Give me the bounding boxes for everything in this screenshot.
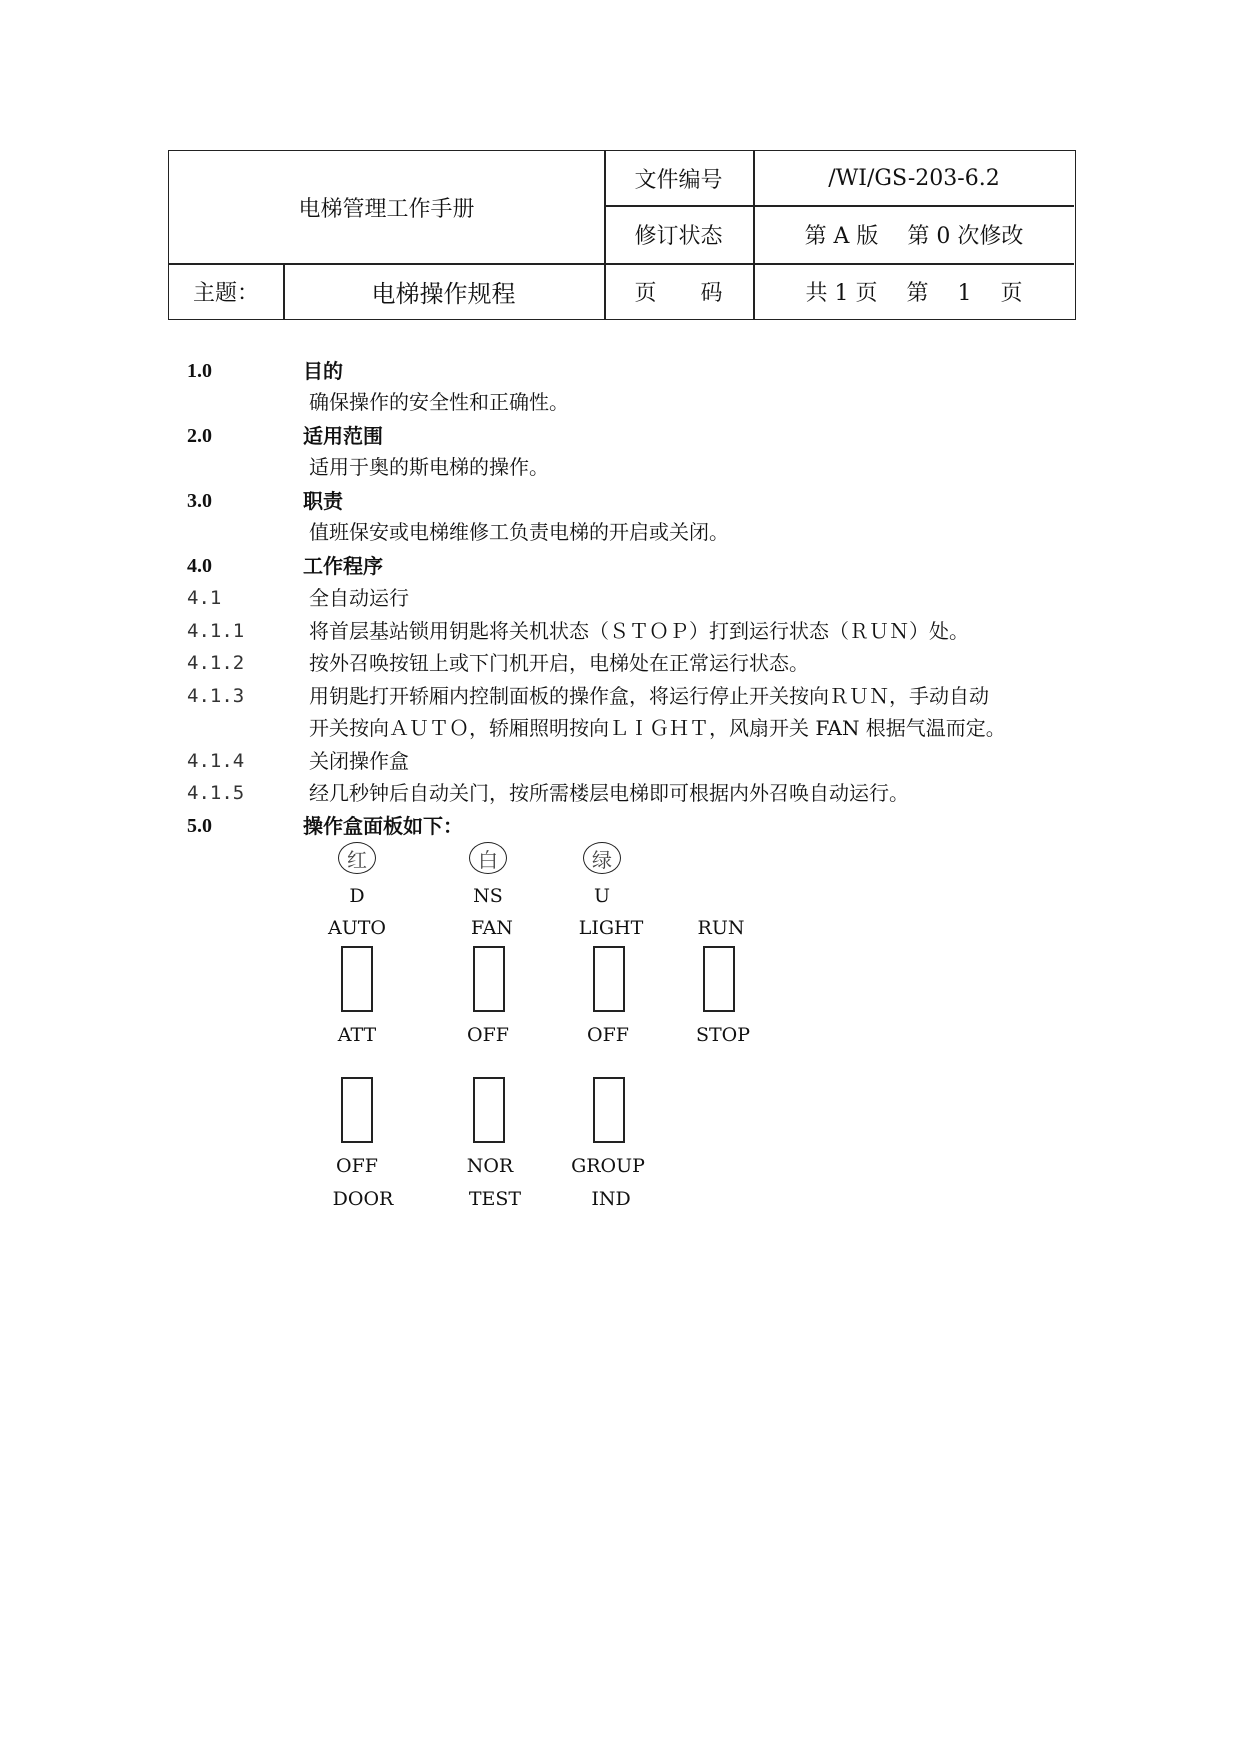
item-text: 将首层基站锁用钥匙将关机状态（ＳＴＯＰ）打到运行状态（ＲＵＮ）处。 (309, 619, 969, 643)
document-header-table (168, 150, 1076, 320)
item-text: 经几秒钟后自动关门，按所需楼层电梯即可根据内外召唤自动运行。 (309, 781, 909, 805)
switch-label-bottom: GROUP (571, 1155, 645, 1177)
page-label: 页 码 (634, 280, 723, 306)
revision-label: 修订状态 (634, 223, 723, 249)
auto-att-switch[interactable] (341, 946, 373, 1012)
subject-value: 电梯操作规程 (371, 279, 516, 308)
item-number: 4.1.3 (187, 685, 245, 707)
section-heading: 目的 (303, 359, 343, 383)
item-text: 用钥匙打开轿厢内控制面板的操作盒，将运行停止开关按向ＲＵＮ，手动自动 (309, 684, 989, 708)
green-lamp-indicator: 绿 (583, 842, 621, 874)
item-text-continued: 开关按向ＡＵＴＯ，轿厢照明按向ＬＩＧＨＴ，风扇开关 FAN 根据气温而定。 (309, 716, 1006, 740)
fan-switch[interactable] (473, 946, 505, 1012)
section-text: 值班保安或电梯维修工负责电梯的开启或关闭。 (309, 520, 729, 544)
doc-number-value: /WI/GS-203-6.2 (828, 165, 1000, 191)
red-lamp-indicator: 红 (338, 842, 376, 874)
switch-label-bottom: IND (591, 1188, 631, 1210)
section-number: 3.0 (187, 490, 212, 512)
run-stop-switch[interactable] (703, 946, 735, 1012)
switch-label-top: AUTO (328, 917, 386, 939)
section-number: 5.0 (187, 815, 212, 837)
switch-label-top: LIGHT (578, 917, 644, 939)
section-heading: 适用范围 (303, 424, 383, 448)
section-number: 2.0 (187, 425, 212, 447)
section-text: 适用于奥的斯电梯的操作。 (309, 455, 549, 479)
switch-label-bottom: STOP (695, 1024, 751, 1046)
item-number: 4.1.4 (187, 750, 245, 772)
switch-label-top: RUN (697, 917, 745, 939)
item-text: 按外召唤按钮上或下门机开启，电梯处在正常运行状态。 (309, 651, 809, 675)
section-heading: 工作程序 (303, 554, 383, 578)
switch-label-top: FAN (471, 917, 513, 939)
switch-label-bottom: OFF (336, 1155, 378, 1177)
switch-label-bottom: TEST (468, 1188, 522, 1210)
doc-number-label: 文件编号 (634, 167, 723, 193)
item-number: 4.1.2 (187, 652, 245, 674)
section-heading: 职责 (303, 489, 343, 513)
item-text: 关闭操作盒 (309, 749, 409, 773)
item-text: 全自动运行 (309, 586, 409, 610)
section-number: 4.0 (187, 555, 212, 577)
white-lamp-indicator: 白 (469, 842, 507, 874)
test-switch[interactable] (473, 1077, 505, 1143)
section-text: 确保操作的安全性和正确性。 (309, 390, 569, 414)
group-ind-switch[interactable] (593, 1077, 625, 1143)
item-number: 4.1.5 (187, 782, 245, 804)
section-number: 1.0 (187, 360, 212, 382)
lamp-label: D (349, 885, 365, 907)
switch-label-bottom: ATT (337, 1024, 377, 1046)
page-value: 共 1 页 第 1 页 (805, 280, 1023, 306)
item-number: 4.1 (187, 587, 222, 609)
lamp-label: U (593, 885, 610, 907)
item-number: 4.1.1 (187, 620, 245, 642)
revision-value: 第 A 版 第 0 次修改 (804, 223, 1024, 249)
switch-label-bottom: NOR (466, 1155, 514, 1177)
door-switch[interactable] (341, 1077, 373, 1143)
light-switch[interactable] (593, 946, 625, 1012)
switch-label-bottom: DOOR (332, 1188, 394, 1210)
switch-label-bottom: OFF (587, 1024, 629, 1046)
manual-title: 电梯管理工作手册 (298, 196, 475, 222)
switch-label-bottom: OFF (467, 1024, 509, 1046)
lamp-label: NS (473, 885, 503, 907)
subject-label: 主题： (192, 280, 259, 306)
section-heading: 操作盒面板如下： (303, 814, 463, 838)
